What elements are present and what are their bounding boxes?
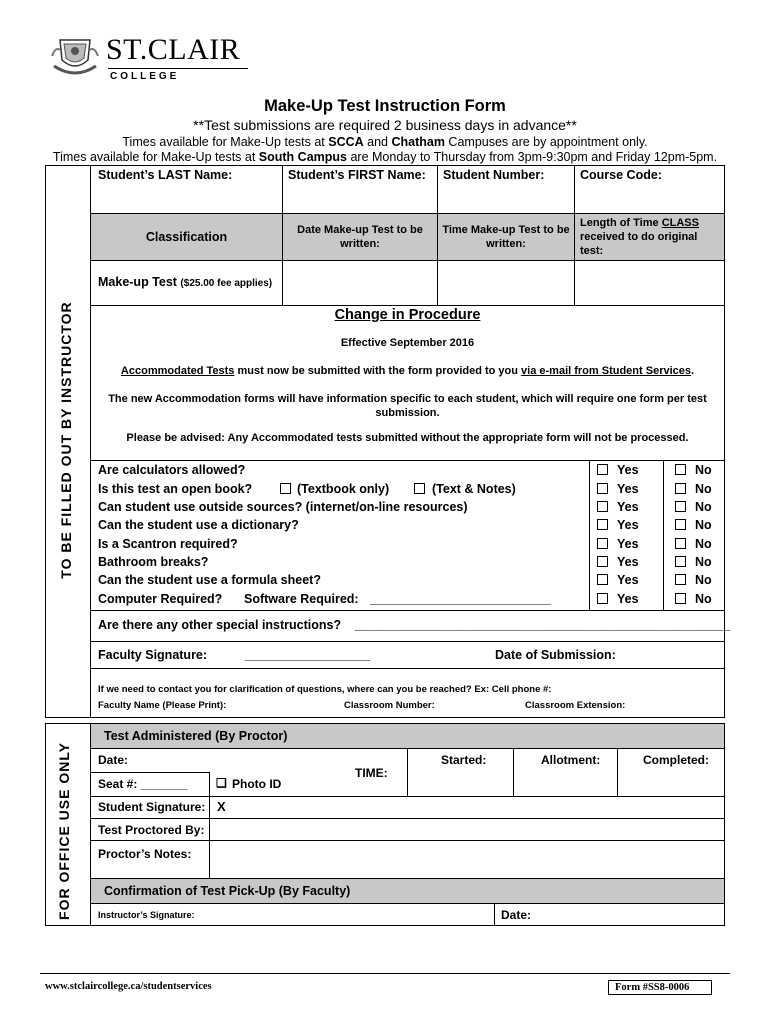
student-number-field[interactable]: Student Number:	[443, 168, 545, 182]
no-checkbox[interactable]	[675, 593, 686, 604]
faculty-signature-line[interactable]: __________________	[245, 648, 371, 662]
crest-icon	[50, 36, 100, 78]
text-notes-checkbox[interactable]	[414, 483, 425, 494]
yes-label: Yes	[617, 518, 639, 532]
form-number: Form #SS8-0006	[608, 980, 712, 995]
makeup-test-label: Make-up Test ($25.00 fee applies)	[98, 275, 273, 289]
q-dictionary: Can the student use a dictionary?	[98, 518, 299, 532]
effective-date: Effective September 2016	[340, 337, 475, 349]
no-label: No	[695, 482, 712, 496]
no-checkbox[interactable]	[675, 574, 686, 585]
time-written-label: Time Make-up Test to be written:	[442, 224, 570, 250]
yes-checkbox[interactable]	[597, 501, 608, 512]
q-calculators: Are calculators allowed?	[98, 463, 246, 477]
notice-paragraph-3: Please be advised: Any Accommodated tests submitted without the appropriate form will not be processed.	[126, 432, 689, 444]
no-label: No	[695, 537, 712, 551]
first-name-field[interactable]: Student’s FIRST Name:	[288, 168, 426, 182]
yes-label: Yes	[617, 592, 639, 606]
allotment-field[interactable]: Allotment:	[541, 753, 601, 767]
form-subtitle: **Test submissions are required 2 business days in advance**	[193, 117, 577, 133]
special-instructions-line[interactable]: ______________________________________________________	[355, 618, 731, 632]
textbook-only-label: (Textbook only)	[297, 482, 390, 496]
yes-checkbox[interactable]	[597, 538, 608, 549]
logo-sub: COLLEGE	[110, 71, 180, 82]
no-label: No	[695, 500, 712, 514]
no-label: No	[695, 518, 712, 532]
confirmation-label: Confirmation of Test Pick-Up (By Faculty)	[104, 884, 351, 898]
instructor-signature-field[interactable]: Instructor’s Signature:	[98, 910, 195, 920]
yes-checkbox[interactable]	[597, 464, 608, 475]
special-instructions-label: Are there any other special instructions?	[98, 618, 342, 632]
pickup-date-field[interactable]: Date:	[501, 908, 532, 922]
footer-rule	[40, 973, 730, 974]
notice-paragraph-1: Accommodated Tests must now be submitted with the form provided to you via e-mail from Student Services.	[120, 365, 695, 377]
q-software: Software Required:	[244, 592, 359, 606]
instructor-side-label: TO BE FILLED OUT BY INSTRUCTOR	[58, 301, 74, 579]
no-checkbox[interactable]	[675, 538, 686, 549]
proctored-by-field[interactable]: Test Proctored By:	[98, 823, 205, 837]
faculty-name-field[interactable]: Faculty Name (Please Print):	[98, 700, 227, 711]
procedure-heading: Change in Procedure	[334, 307, 481, 323]
office-side-label: FOR OFFICE USE ONLY	[56, 742, 72, 920]
yes-label: Yes	[617, 573, 639, 587]
classification-label: Classification	[145, 230, 228, 244]
text-notes-label: (Text & Notes)	[432, 482, 516, 496]
yes-checkbox[interactable]	[597, 574, 608, 585]
proctor-notes-field[interactable]: Proctor’s Notes:	[98, 847, 192, 861]
logo-rule	[108, 68, 248, 69]
started-field[interactable]: Started:	[441, 753, 487, 767]
signature-x-mark[interactable]: X	[217, 799, 226, 814]
no-label: No	[695, 592, 712, 606]
administered-label: Test Administered (By Proctor)	[104, 729, 288, 743]
yes-label: Yes	[617, 463, 639, 477]
date-submission-label[interactable]: Date of Submission:	[495, 648, 616, 662]
time-label: TIME:	[355, 766, 388, 780]
last-name-field[interactable]: Student’s LAST Name:	[98, 168, 233, 182]
completed-field[interactable]: Completed:	[643, 753, 709, 767]
times-line-1: Times available for Make-Up tests at SCCA and Chatham Campuses are by appointment only.	[122, 135, 648, 149]
yes-checkbox[interactable]	[597, 593, 608, 604]
no-label: No	[695, 463, 712, 477]
no-checkbox[interactable]	[675, 464, 686, 475]
yes-checkbox[interactable]	[597, 556, 608, 567]
student-signature-label: Student Signature:	[98, 800, 206, 814]
yes-label: Yes	[617, 537, 639, 551]
photo-id-label: Photo ID	[232, 777, 282, 791]
no-checkbox[interactable]	[675, 483, 686, 494]
yes-label: Yes	[617, 482, 639, 496]
no-checkbox[interactable]	[675, 556, 686, 567]
no-checkbox[interactable]	[675, 519, 686, 530]
no-label: No	[695, 555, 712, 569]
no-checkbox[interactable]	[675, 501, 686, 512]
classroom-extension-field[interactable]: Classroom Extension:	[525, 700, 626, 711]
software-line[interactable]: __________________________	[370, 592, 551, 606]
times-line-2: Times available for Make-Up tests at South Campus are Monday to Thursday from 3pm-9:30pm and Friday 12pm-5pm.	[52, 150, 718, 164]
form-title: Make-Up Test Instruction Form	[264, 97, 506, 115]
length-of-time-label: Length of Time CLASS received to do original test:	[580, 217, 699, 257]
yes-checkbox[interactable]	[597, 519, 608, 530]
yes-label: Yes	[617, 500, 639, 514]
yes-checkbox[interactable]	[597, 483, 608, 494]
office-date-field[interactable]: Date:	[98, 753, 129, 767]
q-open-book: Is this test an open book?	[98, 482, 253, 496]
q-outside-sources: Can student use outside sources? (internet/on-line resources)	[98, 500, 468, 514]
seat-field[interactable]: Seat #: _______	[98, 777, 188, 791]
notice-paragraph-2: The new Accommodation forms will have information specific to each student, which will require one form per test submission.	[108, 393, 707, 419]
logo-name: ST.CLAIR	[106, 33, 241, 66]
q-formula-sheet: Can the student use a formula sheet?	[98, 573, 321, 587]
course-code-field[interactable]: Course Code:	[580, 168, 662, 182]
q-scantron: Is a Scantron required?	[98, 537, 238, 551]
faculty-signature-label: Faculty Signature:	[98, 648, 208, 662]
classroom-number-field[interactable]: Classroom Number:	[344, 700, 435, 711]
q-computer: Computer Required?	[98, 592, 223, 606]
footer-url[interactable]: www.stclaircollege.ca/studentservices	[45, 981, 212, 992]
date-written-label: Date Make-up Test to be written:	[297, 224, 423, 250]
q-bathroom: Bathroom breaks?	[98, 555, 209, 569]
no-label: No	[695, 573, 712, 587]
contact-question: If we need to contact you for clarification of questions, where can you be reached? Ex: Cell phone #:	[98, 684, 552, 695]
yes-label: Yes	[617, 555, 639, 569]
photo-id-checkbox[interactable]: ❑	[216, 776, 227, 790]
textbook-only-checkbox[interactable]	[280, 483, 291, 494]
